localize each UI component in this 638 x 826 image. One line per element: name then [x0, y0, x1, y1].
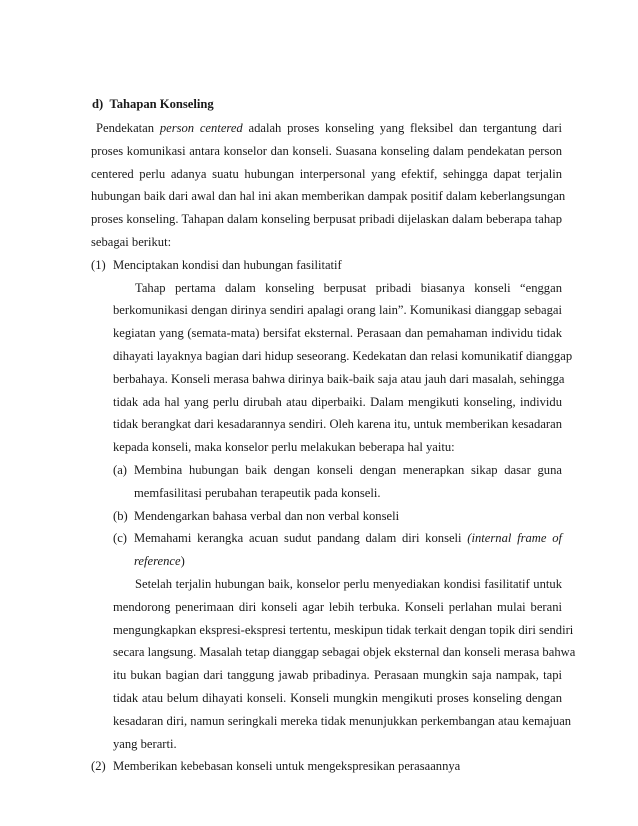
step-1-line: kepada konseli, maka konselor perlu melakukan beberapa hal yaitu:	[113, 440, 455, 455]
step-1-para2-line: mengungkapkan ekspresi-ekspresi tertentu, meskipun tidak terkait dengan topik diri sendiri	[113, 622, 574, 637]
step-1-para2-line: tidak atau belum dihayati konseli. Konseli mungkin mengikuti proses konseling dengan	[113, 691, 562, 705]
step-1-title: Menciptakan kondisi dan hubungan fasilitatif	[113, 257, 342, 272]
intro-line: centered perlu adanya suatu hubungan interpersonal yang efektif, sehingga dapat terjalin	[91, 166, 562, 181]
subitem-marker: (c)	[113, 531, 127, 546]
step-1-para2-line: itu bukan bagian dari tanggung jawab pribadinya. Perasaan mungkin saja nampak, tapi	[113, 668, 562, 683]
step-1-marker: (1)	[91, 257, 106, 272]
subitem-marker: (a)	[113, 463, 127, 477]
step-1-line: Tahap pertama dalam konseling berpusat pribadi biasanya konseli “enggan	[135, 280, 562, 295]
step-1-line: tidak berangkat dari kesadarannya sendiri. Oleh karena itu, untuk memberikan kesadaran	[113, 417, 562, 432]
subitem-line: reference)	[134, 554, 185, 569]
step-1-para2-line: kesadaran diri, namun seringkali mereka tidak menunjukkan perkembangan atau kemajuan	[113, 713, 572, 728]
step-1-line: dihayati layaknya bagian dari hidup seseorang. Kedekatan dan relasi komunikatif dianggap	[113, 349, 573, 363]
step-2-marker: (2)	[91, 759, 106, 774]
step-1-line: kegiatan yang (semata-mata) bersifat eksternal. Perasaan dan pemahaman individu tidak	[113, 326, 562, 341]
step-1-line: berbahaya. Konseli merasa bahwa dirinya baik-baik saja atau jauh dari masalah, sehingga	[113, 371, 565, 386]
section-heading: d) Tahapan Konseling	[92, 97, 214, 111]
step-1-para2-line: mendorong penerimaan diri konseli agar lebih terbuka. Konseli perlahan mulai berani	[113, 599, 562, 614]
subitem-line: Membina hubungan baik dengan konseli dengan menerapkan sikap dasar guna	[134, 463, 562, 477]
step-1-para2-line: Setelah terjalin hubungan baik, konselor perlu menyediakan kondisi fasilitatif untuk	[135, 577, 562, 591]
subitem-line: memfasilitasi perubahan terapeutik pada konseli.	[134, 485, 381, 500]
subitem-line: Mendengarkan bahasa verbal dan non verbal konseli	[134, 508, 400, 523]
step-1-line: berkomunikasi dengan dirinya sendiri apalagi orang lain”. Komunikasi dianggap sebagai	[113, 303, 562, 318]
subitem-line: Memahami kerangka acuan sudut pandang dalam diri konseli (internal frame of	[134, 531, 563, 546]
step-2-title: Memberikan kebebasan konseli untuk mengekspresikan perasaannya	[113, 759, 461, 774]
step-1-para2-line: yang berarti.	[113, 736, 177, 751]
intro-line: proses konseling. Tahapan dalam konseling berpusat pribadi dijelaskan dalam beberapa tahap	[91, 212, 562, 227]
step-1-para2-line: secara langsung. Masalah tetap dianggap sebagai objek eksternal dan konseli merasa bahwa	[113, 645, 576, 660]
subitem-marker: (b)	[113, 508, 128, 523]
step-1-line: tidak ada hal yang perlu dirubah atau diperbaiki. Dalam mengikuti konseling, individu	[113, 394, 562, 409]
intro-line: sebagai berikut:	[91, 235, 172, 249]
intro-line: Pendekatan person centered adalah proses konseling yang fleksibel dan tergantung dari	[96, 121, 562, 135]
intro-line: hubungan baik dari awal dan hal ini akan memberikan dampak positif dalam keberlangsungan	[91, 189, 566, 204]
intro-line: proses komunikasi antara konselor dan konseli. Suasana konseling dalam pendekatan person	[91, 143, 562, 158]
